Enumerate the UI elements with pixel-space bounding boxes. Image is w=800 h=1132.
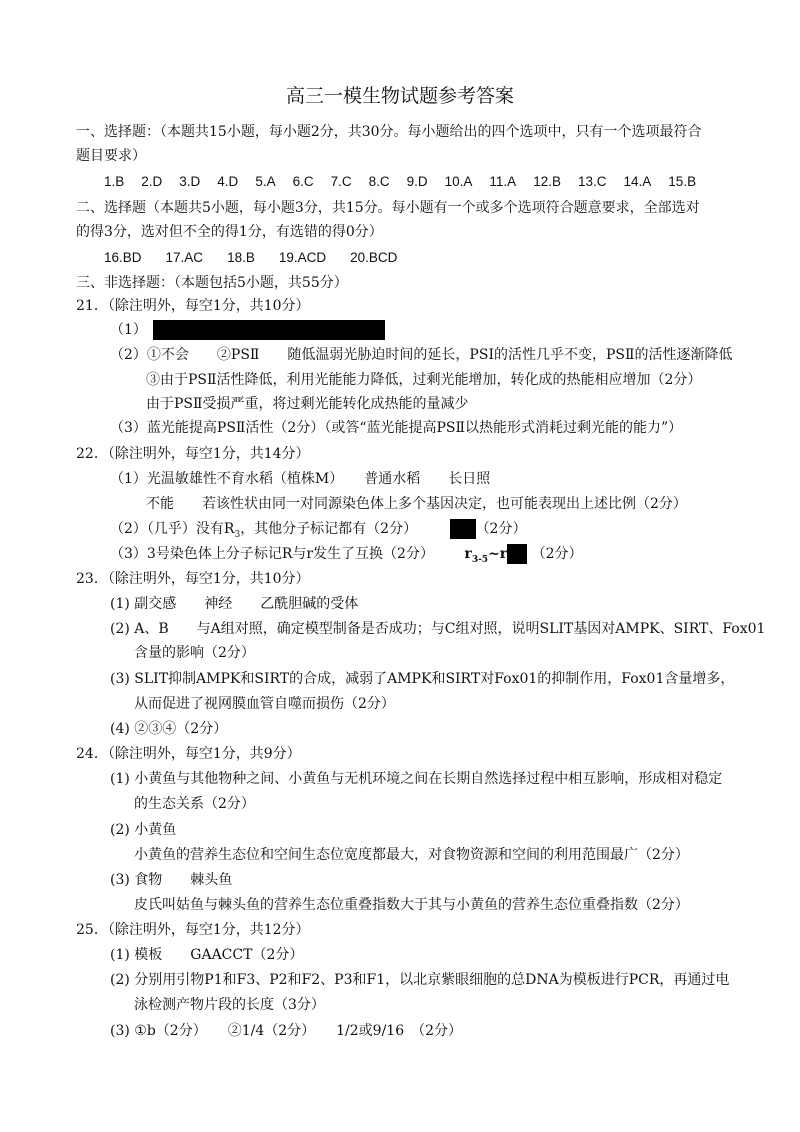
- answer-item: 11.A: [489, 174, 517, 189]
- q25-heading: 25．（除注明外，每空1分，共12分）: [76, 922, 310, 938]
- answer-item: 6.C: [292, 174, 314, 189]
- q21-part1: [110, 320, 385, 340]
- q22-part3-text: （3）3号染色体上分子标记R与r发生了互换（2分）: [110, 546, 434, 562]
- q23-part2: (2) A、B 与A组对照，确定模型制备是否成功；与C组对照，说明SLIT基因对AMPK、SIRT、Fox01: [110, 621, 766, 637]
- section2-answers: [104, 248, 414, 268]
- answer-item: 2.D: [141, 174, 163, 189]
- answer-item: 16.BD: [104, 250, 142, 265]
- answer-item: 18.B: [227, 250, 255, 265]
- q22-part2-text: （2）（几乎）没有R: [110, 521, 235, 537]
- subscript: 3-5: [471, 554, 489, 565]
- answer-item: 7.C: [330, 174, 352, 189]
- q21-part2: （2）①不会 ②PSⅡ 随低温弱光胁迫时间的延长，PSⅠ的活性几乎不变，PSⅡ的活性逐渐降低: [110, 347, 733, 363]
- q22-part1-cont: 不能 若该性状由同一对同源染色体上多个基因决定，也可能表现出上述比例（2分）: [146, 496, 687, 512]
- page-title: 高三一模生物试题参考答案: [285, 85, 514, 107]
- q25-part2: (2) 分别用引物P1和F3、P2和F2、P3和F1，以北京紫眼细胞的总DNA为模板进行PCR，再通过电: [110, 972, 730, 988]
- q23-part2-cont: 含量的影响（2分）: [134, 645, 255, 661]
- q24-part1: (1) 小黄鱼与其他物种之间、小黄鱼与无机环境之间在长期自然选择过程中相互影响，形成相对稳定: [110, 771, 723, 787]
- answer-item: 14.A: [623, 174, 652, 189]
- q21-part1-label: （1）: [110, 322, 147, 338]
- section1-heading: 一、选择题：（本题共15小题，每小题2分，共30分。每小题给出的四个选项中，只有一个选项最符合: [76, 124, 702, 140]
- answer-item: 17.AC: [165, 250, 204, 265]
- section1-answers: [104, 172, 713, 192]
- q24-part1-cont: 的生态关系（2分）: [134, 796, 255, 812]
- q22-part2: [110, 519, 526, 545]
- section2-heading-cont: 的得3分，选对但不全的得1分，有选错的得0分）: [76, 224, 383, 240]
- redaction-block: [507, 544, 527, 564]
- answer-item: 4.D: [217, 174, 239, 189]
- q22-part3-gene: r: [464, 546, 472, 562]
- q25-part1: (1) 模板 GAACCT（2分）: [110, 947, 304, 963]
- q22-part3-score: （2分）: [531, 546, 583, 562]
- answer-item: 15.B: [668, 174, 697, 189]
- redaction-block: [153, 320, 385, 340]
- answer-item: 8.C: [368, 174, 390, 189]
- q24-part3-cont: 皮氏叫姑鱼与棘头鱼的营养生态位重叠指数大于其与小黄鱼的营养生态位重叠指数（2分）: [134, 897, 689, 913]
- answer-item: 13.C: [577, 174, 607, 189]
- section2-heading: 二、选择题（本题共5小题，每小题3分，共15分。每小题有一个或多个选项符合题意要求，全部选对: [76, 200, 700, 216]
- q21-part3: （3）蓝光能提高PSⅡ活性（2分）（或答“蓝光能提高PSⅡ以热能形式消耗过剩光能的能力”）: [110, 420, 683, 436]
- q25-part2-cont: 泳检测产物片段的长度（3分）: [134, 997, 325, 1013]
- answer-item: 12.B: [533, 174, 561, 189]
- q24-part2: (2) 小黄鱼: [110, 822, 177, 838]
- q21-part2-cont: ③由于PSⅡ活性降低，利用光能能力降低，过剩光能增加，转化成的热能相应增加（2分）: [146, 372, 702, 388]
- q24-part2-cont: 小黄鱼的营养生态位和空间生态位宽度都最大，对食物资源和空间的利用范围最广（2分）: [134, 847, 689, 863]
- q21-heading: 21．（除注明外，每空1分，共10分）: [76, 298, 310, 314]
- answer-item: 10.A: [444, 174, 473, 189]
- q25-part3: (3) ①b（2分） ②1/4（2分） 1/2或9/16 （2分）: [110, 1023, 463, 1039]
- q23-part4: (4) ②③④（2分）: [110, 721, 228, 737]
- q23-part3: (3) SLIT抑制AMPK和SIRT的合成，减弱了AMPK和SIRT对Fox01的抑制作用，Fox01含量增多，: [110, 671, 735, 687]
- q22-part2-score: （2分）: [475, 521, 527, 537]
- q22-part3-gene: ~r: [488, 546, 508, 562]
- q22-part1: （1）光温敏雄性不育水稻（植株M） 普通水稻 长日照: [110, 471, 491, 487]
- q23-part3-cont: 从而促进了视网膜血管自噬而损伤（2分）: [134, 696, 395, 712]
- q24-part3: (3) 食物 棘头鱼: [110, 872, 233, 888]
- answer-item: 5.A: [255, 174, 276, 189]
- section3-heading: 三、非选择题：（本题包括5小题，共55分）: [76, 275, 348, 291]
- answer-item: 9.D: [406, 174, 428, 189]
- q22-part3: [110, 544, 583, 570]
- q23-part1: (1) 副交感 神经 乙酰胆碱的受体: [110, 596, 359, 612]
- answer-item: 19.ACD: [278, 250, 327, 265]
- q24-heading: 24．（除注明外，每空1分，共9分）: [76, 746, 301, 762]
- q23-heading: 23．（除注明外，每空1分，共10分）: [76, 571, 310, 587]
- section1-heading-cont: 题目要求）: [76, 148, 146, 164]
- answer-item: 3.D: [179, 174, 201, 189]
- answer-item: 1.B: [104, 174, 125, 189]
- subscript: 3: [234, 529, 241, 540]
- q21-part2-cont: 由于PSⅡ受损严重，将过剩光能转化成热能的量减少: [146, 396, 469, 412]
- q22-part2-text: ，其他分子标记都有（2分）: [240, 521, 418, 537]
- answer-item: 20.BCD: [350, 250, 398, 265]
- q22-heading: 22．（除注明外，每空1分，共14分）: [76, 446, 310, 462]
- redaction-block: [450, 519, 476, 539]
